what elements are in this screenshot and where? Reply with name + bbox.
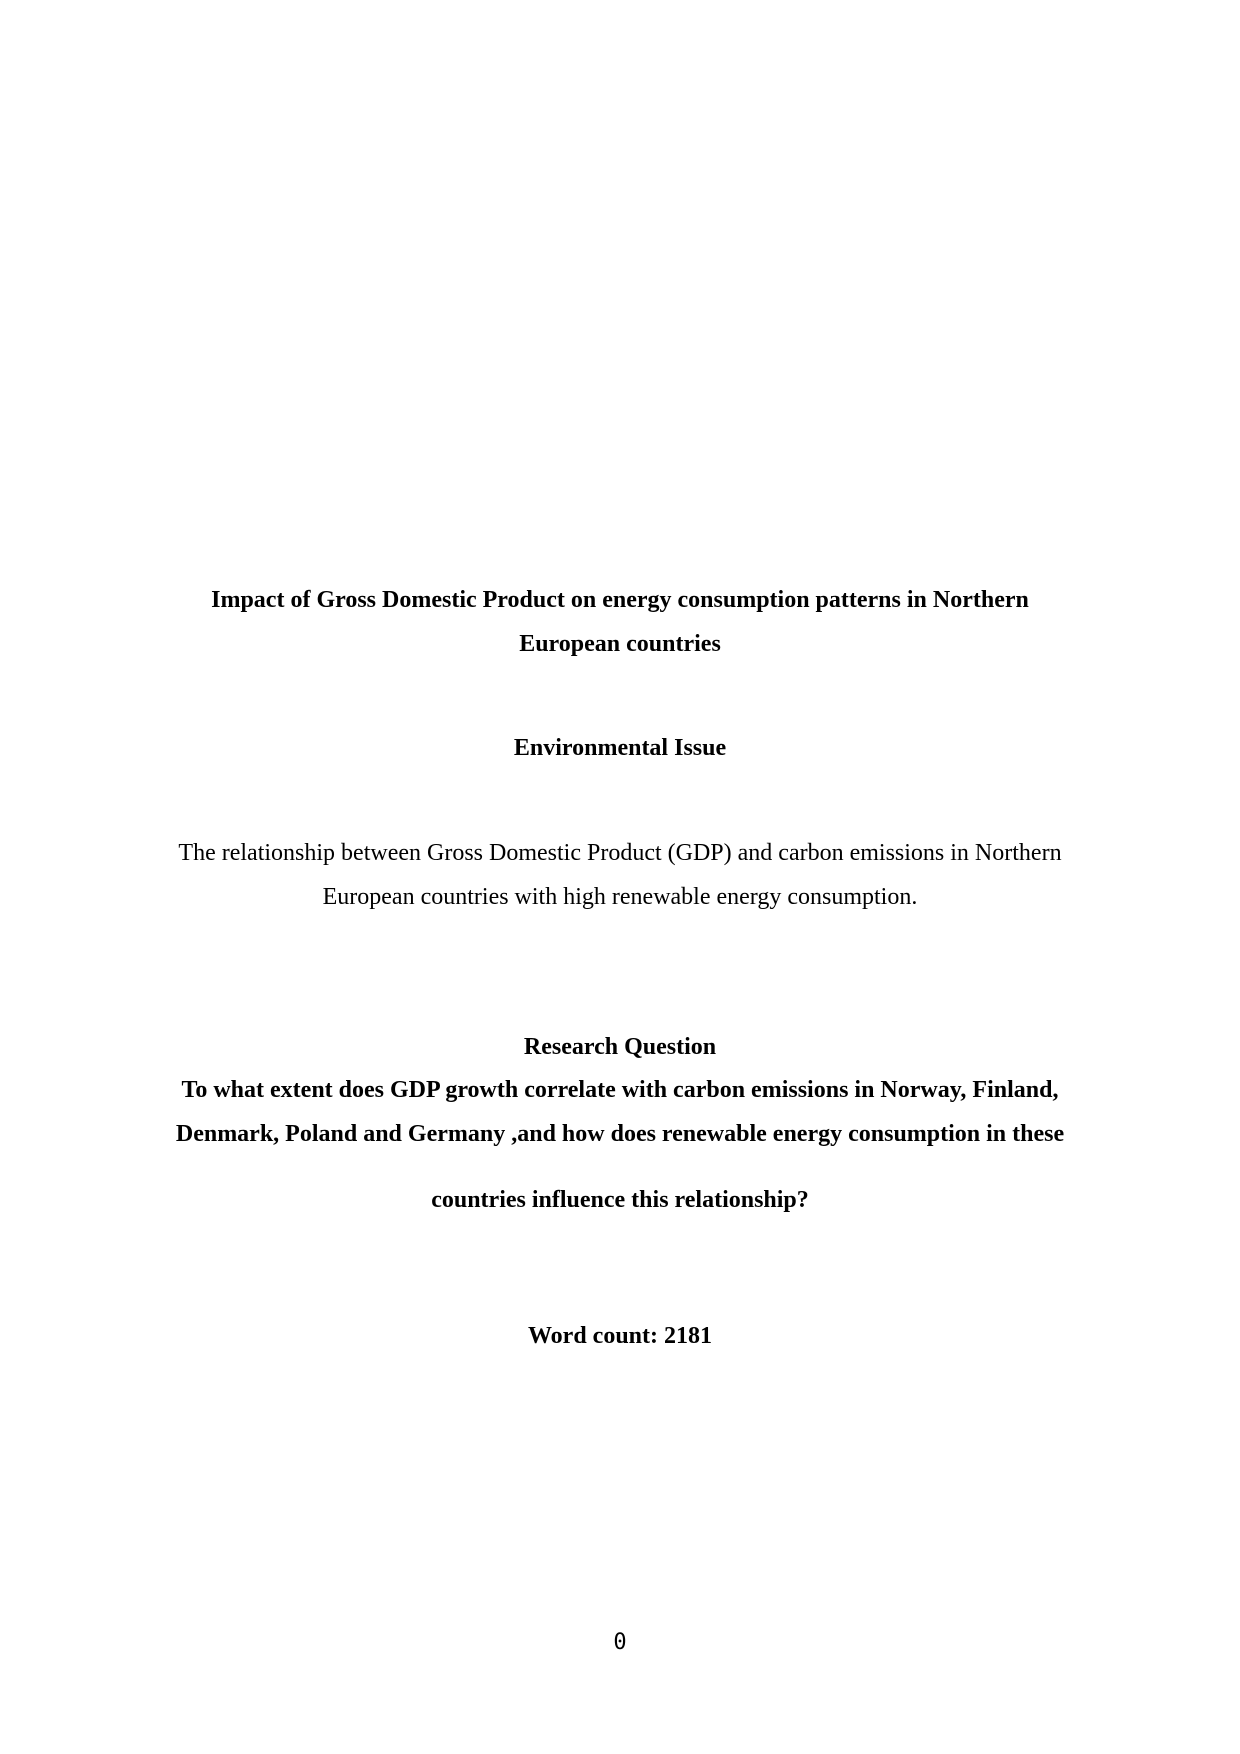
research-question-line-1: To what extent does GDP growth correlate with carbon emissions in Norway, Finland, xyxy=(181,1077,1059,1103)
environmental-issue-line-2: European countries with high renewable energy consumption. xyxy=(322,884,918,910)
environmental-issue-heading: Environmental Issue xyxy=(513,735,727,761)
research-question-line-3: countries influence this relationship? xyxy=(431,1187,809,1213)
research-question-heading: Research Question xyxy=(523,1034,717,1060)
research-question-line-2: Denmark, Poland and Germany ,and how does renewable energy consumption in these xyxy=(175,1121,1065,1147)
document-title xyxy=(140,578,1100,666)
research-question-text xyxy=(140,1068,1100,1156)
environmental-issue-text xyxy=(140,831,1100,919)
page-number: 0 xyxy=(613,1630,627,1655)
word-count: Word count: 2181 xyxy=(527,1323,712,1349)
document-title-line-2: European countries xyxy=(519,631,721,657)
environmental-issue-line-1: The relationship between Gross Domestic Product (GDP) and carbon emissions in Northern xyxy=(178,840,1062,866)
document-title-line-1: Impact of Gross Domestic Product on energy consumption patterns in Northern xyxy=(211,587,1029,613)
